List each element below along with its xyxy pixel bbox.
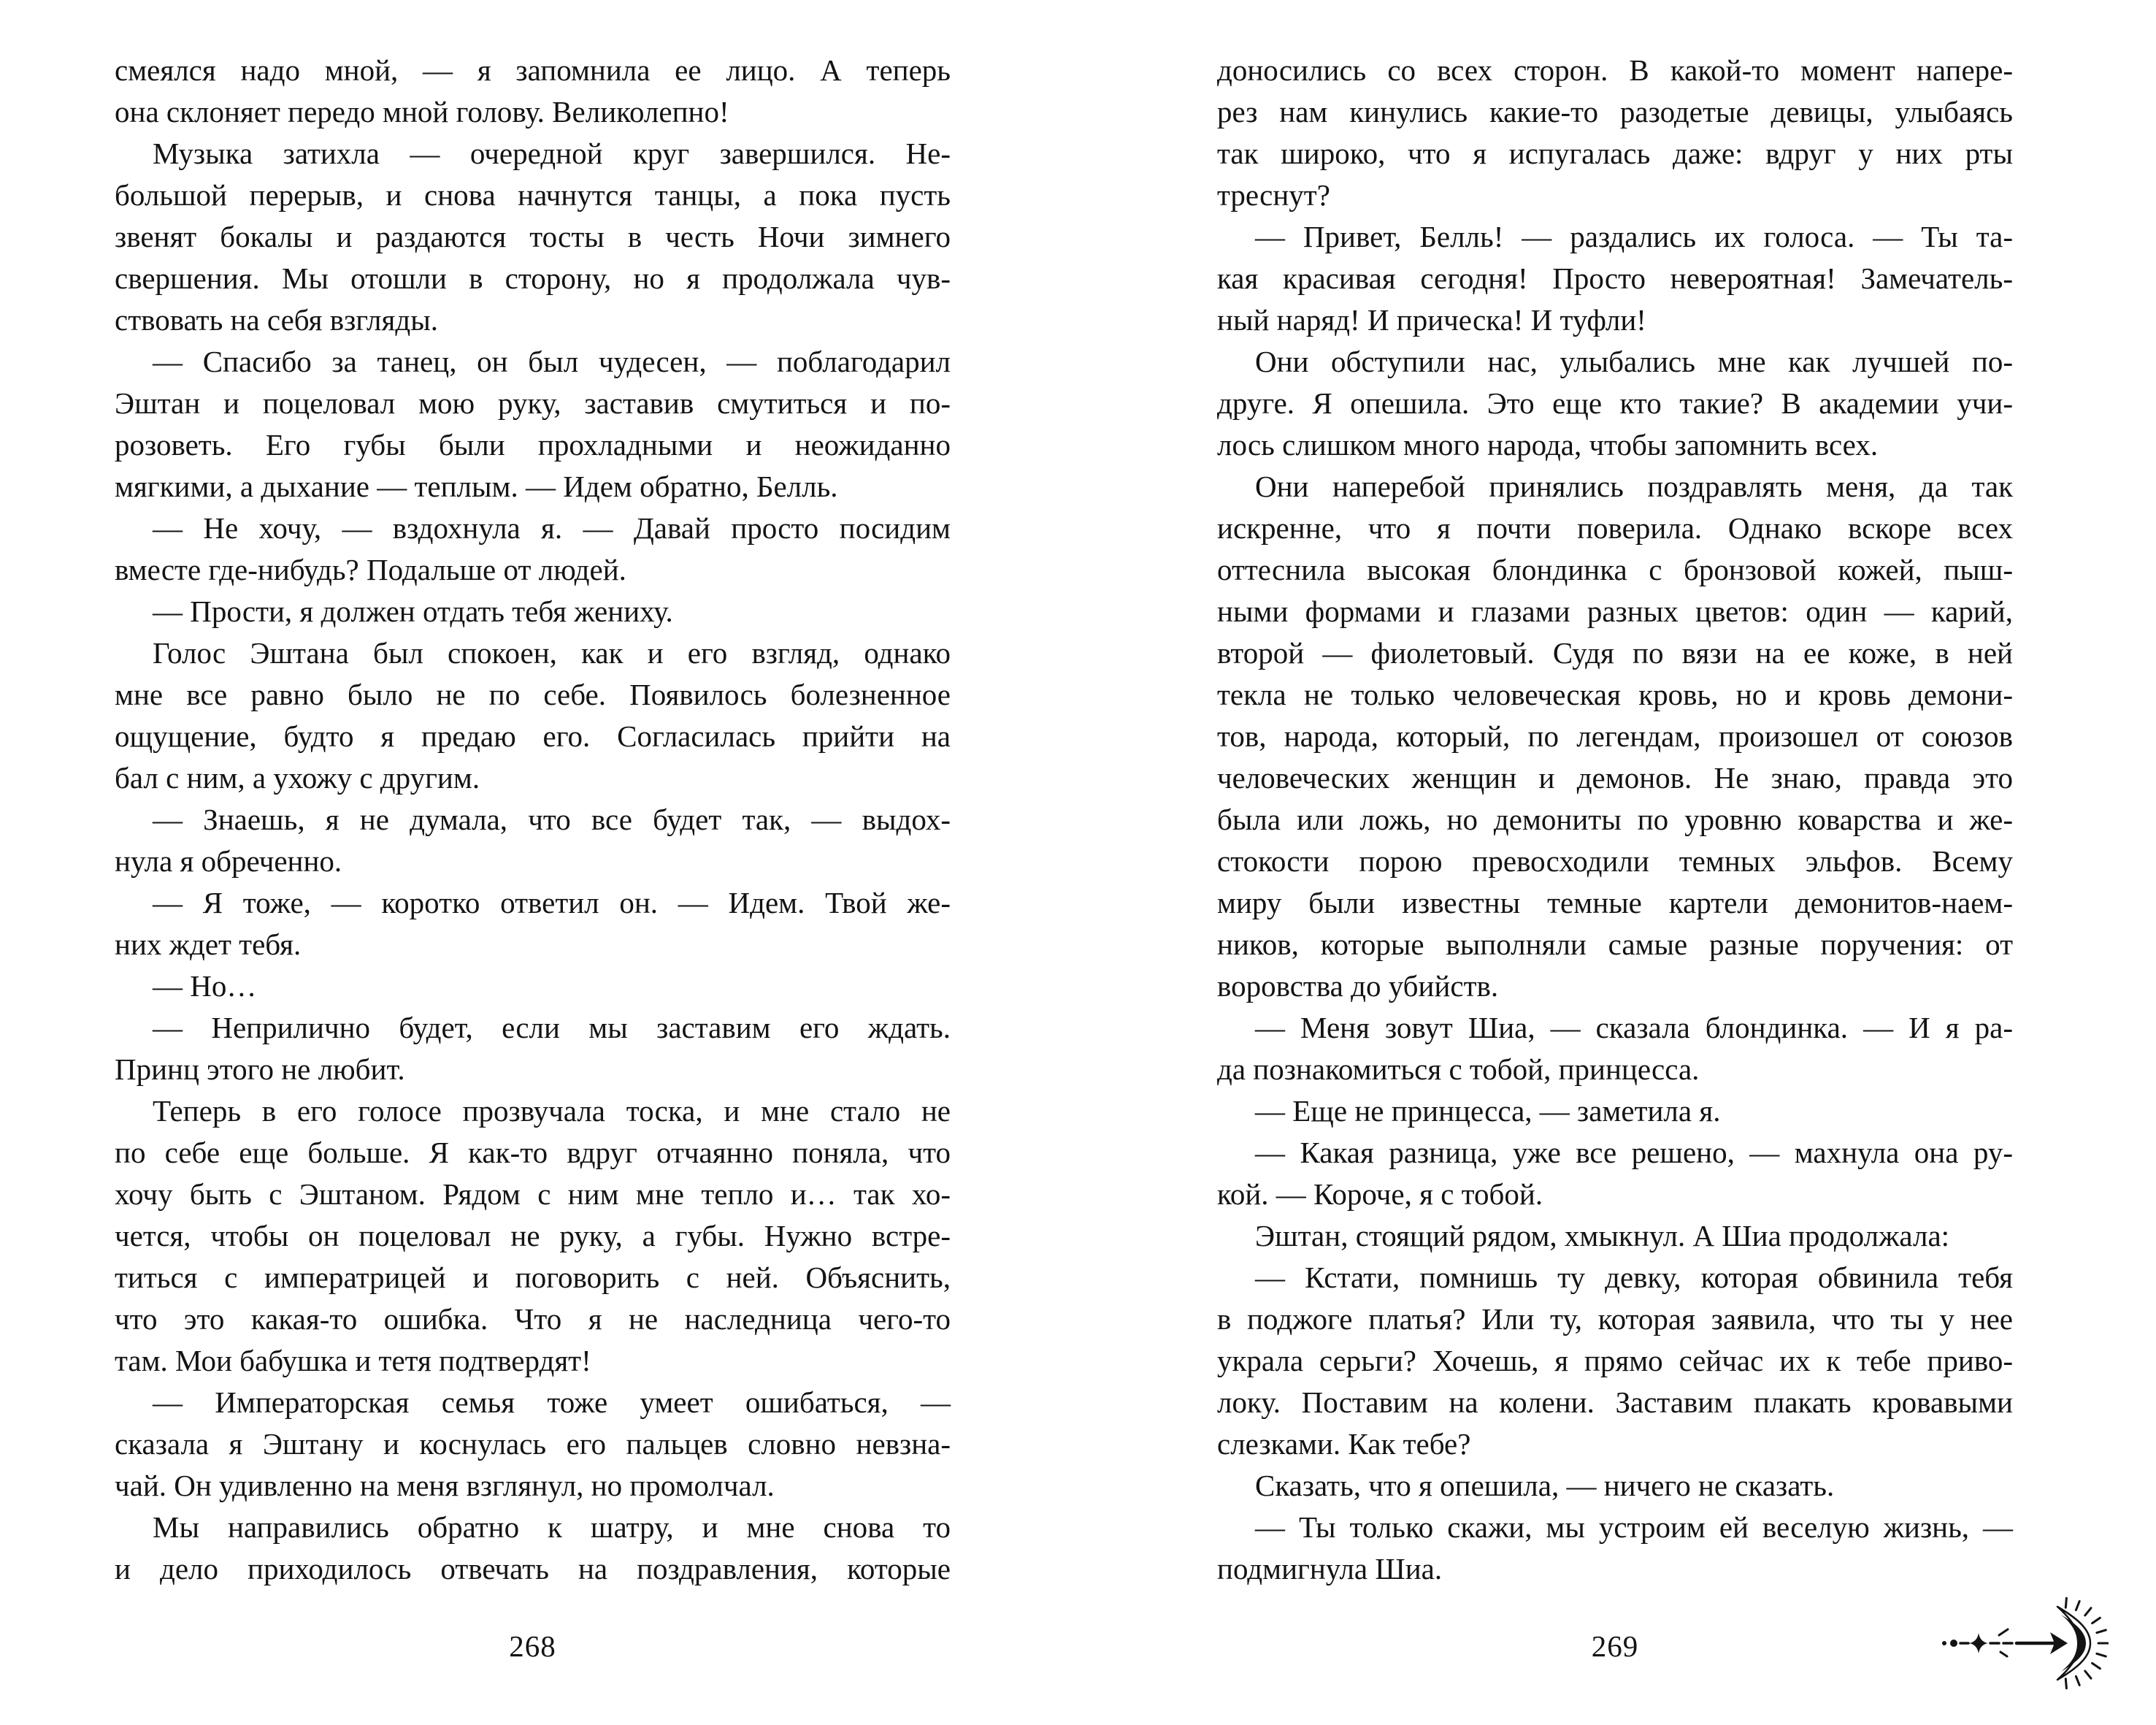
- text-line: сказала я Эштану и коснулась его пальцев словно невзна-: [115, 1427, 951, 1461]
- text-line: была или ложь, но демониты по уровню коварства и же-: [1217, 803, 2013, 836]
- text-line: них ждет тебя.: [115, 927, 302, 961]
- text-line: — Кстати, помнишь ту девку, которая обвинила тебя: [1255, 1261, 2013, 1294]
- text-line: текла не только человеческая кровь, но и кровь демони-: [1217, 678, 2013, 711]
- text-line: вместе где-нибудь? Подальше от людей.: [115, 553, 626, 586]
- text-line: да познакомиться с тобой, принцесса.: [1217, 1052, 1700, 1086]
- text-line: кой. — Короче, я с тобой.: [1217, 1177, 1543, 1211]
- text-line: ный наряд! И прическа! И туфли!: [1217, 303, 1646, 337]
- text-line: Эштан и поцеловал мою руку, заставив смутиться и по-: [115, 386, 951, 420]
- page-footer-ornament: [1939, 1591, 2109, 1697]
- text-line: Музыка затихла — очередной круг завершился. Не-: [153, 137, 951, 170]
- text-line: хочу быть с Эштаном. Рядом с ним мне тепло и… так хо-: [115, 1177, 951, 1211]
- text-line: ников, которые выполняли самые разные поручения: от: [1217, 927, 2013, 961]
- text-line: Они наперебой принялись поздравлять меня, да так: [1255, 470, 2013, 503]
- sparkle-star-icon: [1969, 1633, 1988, 1653]
- text-line: она склоняет передо мной голову. Великолепно!: [115, 95, 729, 129]
- text-line: рез нам кинулись какие-то разодетые девицы, улыбаясь: [1217, 95, 2013, 129]
- text-line: оттеснила высокая блондинка с бронзовой кожей, пыш-: [1217, 553, 2013, 586]
- text-line: кая красивая сегодня! Просто невероятная! Замечатель-: [1217, 261, 2013, 295]
- left-page-number: 268: [509, 1629, 556, 1663]
- text-line: искренне, что я почти поверила. Однако вскоре всех: [1217, 511, 2013, 545]
- text-line: Принц этого не любит.: [115, 1052, 405, 1086]
- text-line: Мы направились обратно к шатру, и мне снова то: [153, 1510, 951, 1544]
- text-line: ствовать на себя взгляды.: [115, 303, 439, 337]
- text-line: тов, народа, который, по легендам, произошел от союзов: [1217, 719, 2013, 753]
- text-line: подмигнула Шиа.: [1217, 1552, 1443, 1586]
- text-line: друге. Я опешила. Это еще кто такие? В академии учи-: [1217, 386, 2013, 420]
- text-line: — Прости, я должен отдать тебя жениху.: [153, 594, 673, 628]
- text-line: большой перерыв, и снова начнутся танцы, а пока пусть: [115, 178, 951, 212]
- right-page-number: 269: [1591, 1629, 1639, 1663]
- text-line: человеческих женщин и демонов. Не знаю, правда это: [1217, 761, 2013, 795]
- text-line: треснут?: [1217, 178, 1330, 212]
- text-line: — Еще не принцесса, — заметила я.: [1255, 1094, 1721, 1128]
- text-line: так широко, что я испугалась даже: вдруг у них рты: [1217, 137, 2013, 170]
- text-line: — Но…: [153, 969, 257, 1003]
- text-line: миру были известны темные картели демонитов-наем-: [1217, 886, 2013, 919]
- text-line: Теперь в его голосе прозвучала тоска, и мне стало не: [153, 1094, 951, 1128]
- text-line: розоветь. Его губы были прохладными и неожиданно: [115, 428, 951, 462]
- text-line: второй — фиолетовый. Судя по вязи на ее коже, в ней: [1217, 636, 2013, 670]
- text-line: лось слишком много народа, чтобы запомнить всех.: [1217, 428, 1879, 462]
- text-line: воровства до убийств.: [1217, 969, 1499, 1003]
- text-line: ощущение, будто я предаю его. Согласилась прийти на: [115, 719, 951, 753]
- text-line: Эштан, стоящий рядом, хмыкнул. А Шиа продолжала:: [1255, 1219, 1950, 1252]
- text-line: мне все равно было не по себе. Появилось болезненное: [115, 678, 951, 711]
- text-line: по себе еще больше. Я как-то вдруг отчаянно поняла, что: [115, 1136, 951, 1169]
- arrow-right-icon: [2017, 1632, 2068, 1654]
- text-line: Сказать, что я опешила, — ничего не сказать.: [1255, 1469, 1835, 1502]
- text-line: чай. Он удивленно на меня взглянул, но промолчал.: [115, 1469, 775, 1502]
- text-line: Они обступили нас, улыбались мне как лучшей по-: [1255, 345, 2013, 378]
- text-line: Голос Эштана был спокоен, как и его взгляд, однако: [153, 636, 951, 670]
- text-line: — Ты только скажи, мы устроим ей веселую жизнь, —: [1255, 1510, 2013, 1544]
- text-line: бал с ним, а ухожу с другим.: [115, 761, 480, 795]
- text-line: что это какая-то ошибка. Что я не наследница чего-то: [115, 1302, 951, 1336]
- text-line: смеялся надо мной, — я запомнила ее лицо. А теперь: [115, 53, 951, 87]
- crescent-moon-arrow-icon: [1939, 1591, 2109, 1697]
- text-line: — Какая разница, уже все решено, — махнула она ру-: [1255, 1136, 2013, 1169]
- text-line: украла серьги? Хочешь, я прямо сейчас их к тебе приво-: [1217, 1344, 2013, 1377]
- text-line: — Меня зовут Шиа, — сказала блондинка. — И я ра-: [1255, 1011, 2013, 1044]
- text-line: стокости порою превосходили темных эльфов. Всему: [1217, 844, 2013, 878]
- text-line: слезками. Как тебе?: [1217, 1427, 1471, 1461]
- text-line: — Не хочу, — вздохнула я. — Давай просто посидим: [153, 511, 951, 545]
- text-line: — Я тоже, — коротко ответил он. — Идем. Твой же-: [153, 886, 951, 919]
- text-line: ными формами и глазами разных цветов: один — карий,: [1217, 594, 2013, 628]
- text-line: мягкими, а дыхание — теплым. — Идем обратно, Белль.: [115, 470, 838, 503]
- text-line: локу. Поставим на колени. Заставим плакать кровавыми: [1217, 1385, 2013, 1419]
- text-line: и дело приходилось отвечать на поздравления, которые: [115, 1552, 951, 1586]
- text-line: — Спасибо за танец, он был чудесен, — поблагодарил: [153, 345, 951, 378]
- text-line: — Императорская семья тоже умеет ошибаться, —: [153, 1385, 951, 1419]
- left-page-text: [115, 50, 951, 1590]
- text-line: там. Мои бабушка и тетя подтвердят!: [115, 1344, 591, 1377]
- text-line: — Неприлично будет, если мы заставим его ждать.: [153, 1011, 951, 1044]
- text-line: — Знаешь, я не думала, что все будет так, — выдох-: [153, 803, 951, 836]
- text-line: нула я обреченно.: [115, 844, 342, 878]
- text-line: свершения. Мы отошли в сторону, но я продолжала чув-: [115, 261, 951, 295]
- text-line: — Привет, Белль! — раздались их голоса. — Ты та-: [1255, 220, 2013, 253]
- text-line: звенят бокалы и раздаются тосты в честь Ночи зимнего: [115, 220, 951, 253]
- text-line: в поджоге платья? Или ту, которая заявила, что ты у нее: [1217, 1302, 2013, 1336]
- text-line: доносились со всех сторон. В какой-то момент напере-: [1217, 53, 2013, 87]
- right-page-text: [1217, 50, 2013, 1590]
- text-line: чется, чтобы он поцеловал не руку, а губы. Нужно встре-: [115, 1219, 951, 1252]
- text-line: титься с императрицей и поговорить с ней. Объяснить,: [115, 1261, 951, 1294]
